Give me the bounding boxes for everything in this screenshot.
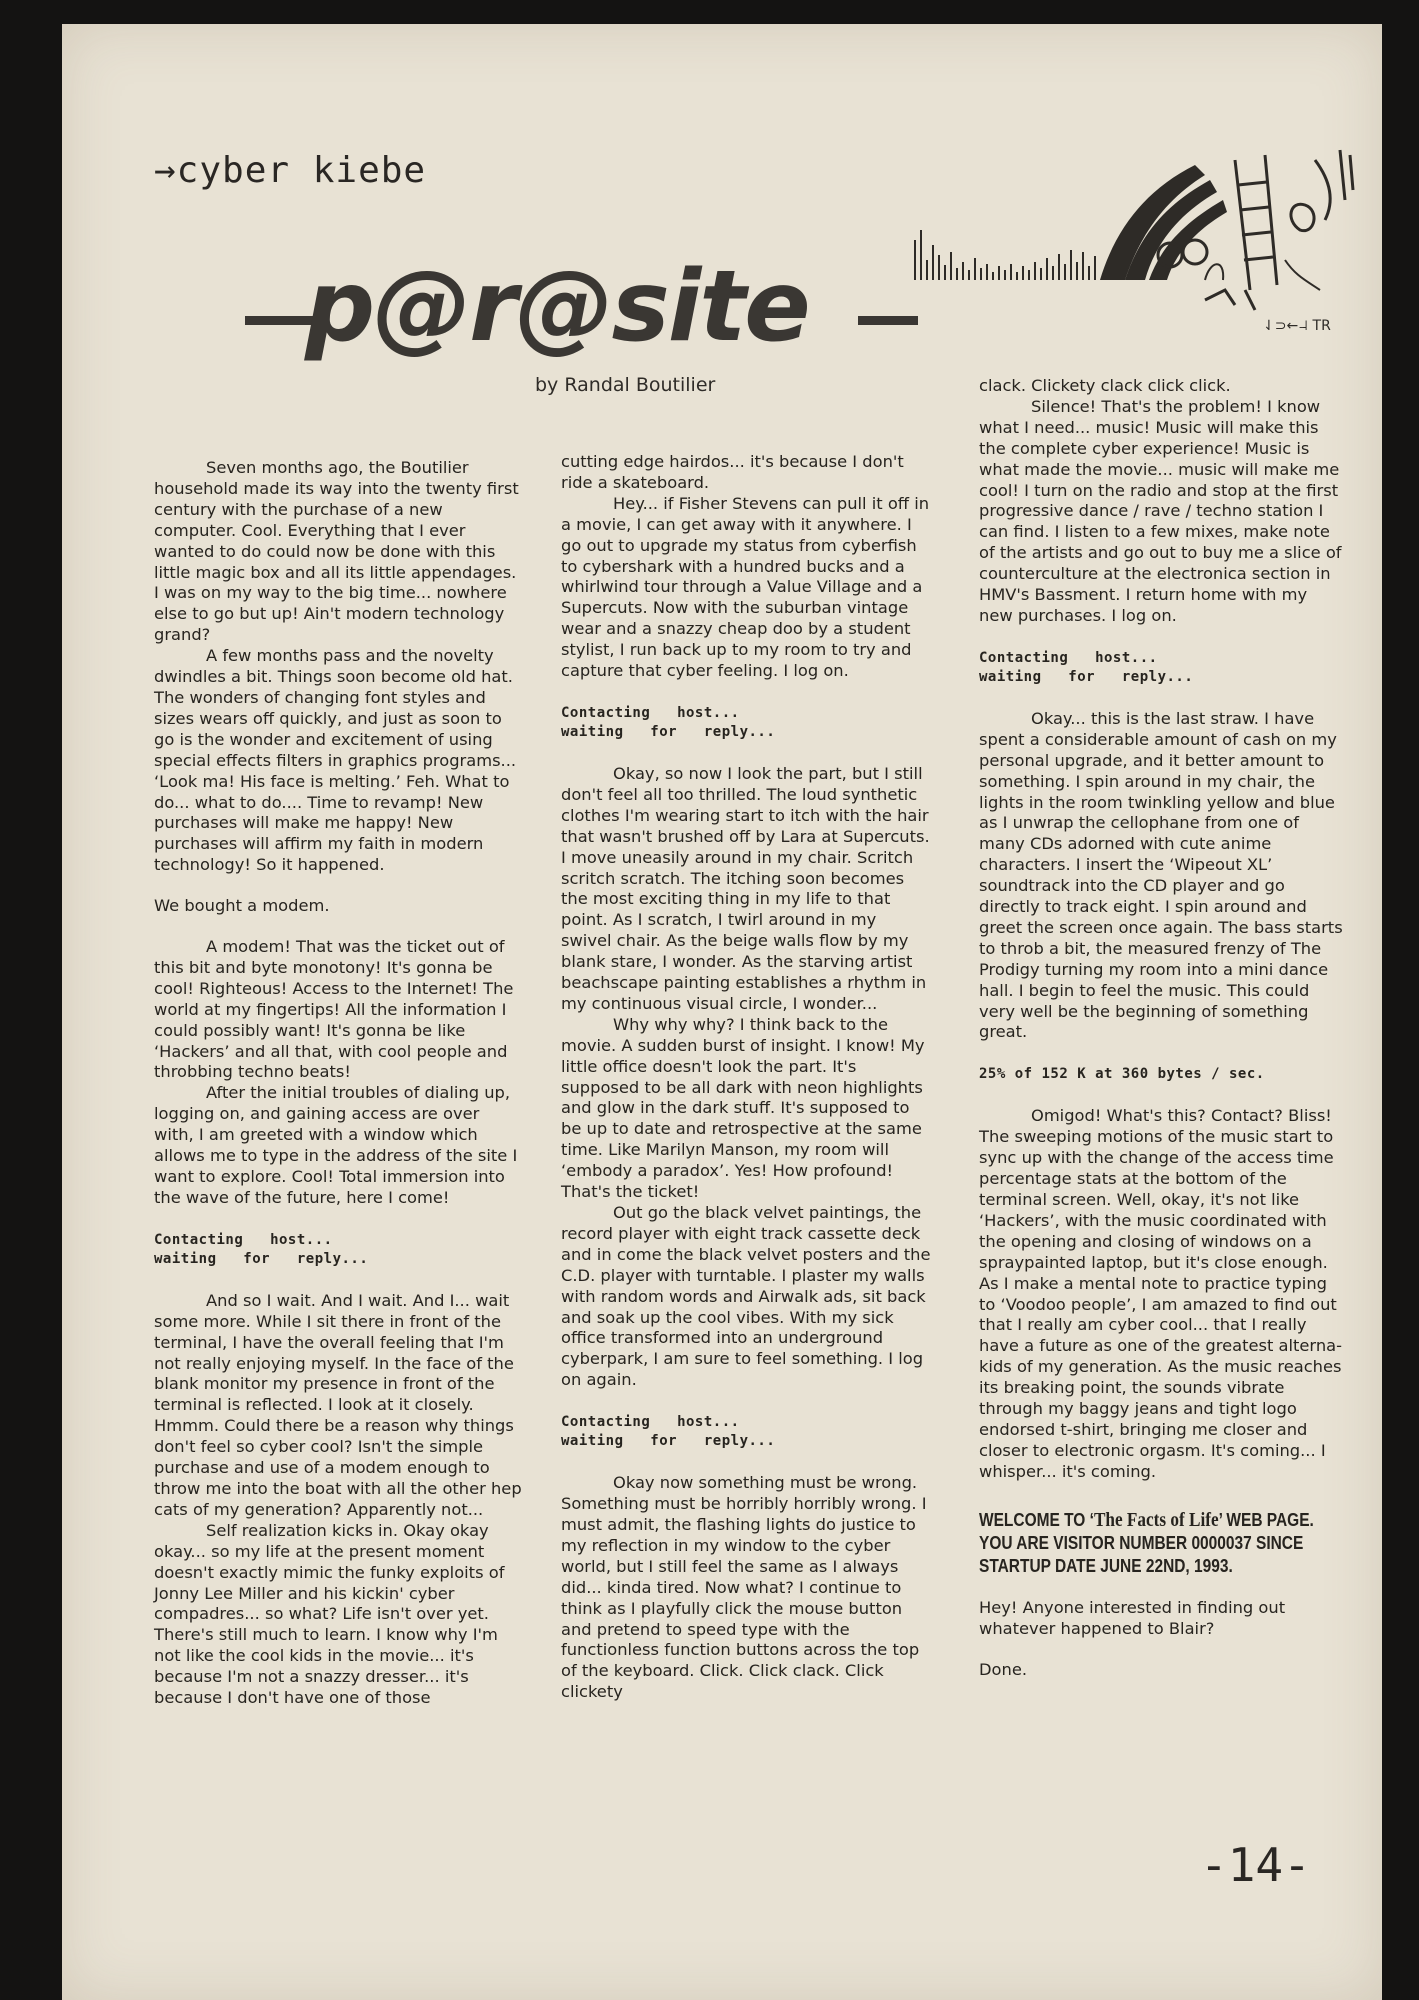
column-3 bbox=[979, 376, 1344, 1680]
paragraph: Okay now something must be wrong. Something must be horribly horribly wrong. I must admit, the flashing lights do justice to my reflection in my window to the cyber world, but I still feel the same as I always did... kinda tired. Now what? I continue to think as I playfully click the mouse button and pretend to speed type with the functionless function buttons across the top of the keyboard. Click. Click clack. Click clickety bbox=[561, 1473, 927, 1702]
paragraph: We bought a modem. bbox=[154, 896, 330, 916]
terminal-message: Contacting host... waiting for reply... bbox=[979, 649, 1194, 685]
article-title: p@r@site bbox=[305, 250, 809, 364]
terminal-message: Contacting host... waiting for reply... bbox=[154, 1231, 369, 1267]
paragraph: clack. Clickety clack click click. bbox=[979, 376, 1231, 395]
paragraph: Seven months ago, the Boutilier household made its way into the twenty first century with the purchase of a new computer. Cool. Everything that I ever wanted to do could now be done with this little magic box and all its little appendages. I was on my way to the big time... nowhere else to go but up! Ain't modern technology grand? bbox=[154, 458, 519, 645]
closing-done: Done. bbox=[979, 1659, 1028, 1679]
terminal-message: Contacting host... waiting for reply... bbox=[561, 1414, 776, 1450]
page-number: -14- bbox=[1200, 1838, 1311, 1892]
closing-question: Hey! Anyone interested in finding out whatever happened to Blair? bbox=[979, 1597, 1286, 1638]
byline: by Randal Boutilier bbox=[535, 374, 716, 396]
paragraph: Silence! That's the problem! I know what I need... music! Music will make this the complete cyber experience! Music is what made the movie... music will make me cool! I turn on the radio and stop at the first progressive dance / rave / techno station I can find. I listen to a few mixes, make note of the artists and go out to buy me a slice of counterculture at the electronica section in HMV's Bassment. I return home with my new purchases. I log on. bbox=[979, 396, 1342, 625]
column-1 bbox=[154, 458, 522, 1709]
paragraph: Hey... if Fisher Stevens can pull it off in a movie, I can get away with it anywhere. I go out to upgrade my status from cyberfish to cybershark with a hundred bucks and a whirlwind tour through a Value Village and a Supercuts. Now with the suburban vintage wear and a snazzy cheap doo by a student stylist, I run back up to my room to try and capture that cyber feeling. I log on. bbox=[561, 493, 930, 681]
figure-drawing bbox=[1100, 165, 1227, 280]
welcome-prefix: WELCOME TO ‘ bbox=[979, 1509, 1094, 1530]
section-label: →cyber kiebe bbox=[154, 150, 427, 191]
paragraph: And so I wait. And I wait. And I... wait some more. While I sit there in front of the terminal, I have the overall feeling that I'm not really enjoying myself. In the face of the blank monitor my presence in front of the terminal is reflected. I look at it closely. Hmmm. Could there be a reason why things don't feel so cyber cool? Isn't the simple purchase and use of a modem enough to throw me into the boat with all the other hep cats of my generation? Apparently not... bbox=[154, 1290, 522, 1519]
paragraph: Self realization kicks in. Okay okay okay... so my life at the present moment doesn't exactly mimic the funky exploits of Jonny Lee Miller and his kickin' cyber compadres... so what? Life isn't over yet. There's still much to learn. I know why I'm not like the cool kids in the movie... it's because I'm not a snazzy dresser... it's because I don't have one of those bbox=[154, 1520, 505, 1708]
terminal-message: Contacting host... waiting for reply... bbox=[561, 704, 776, 740]
title-illustration bbox=[905, 140, 1365, 340]
paragraph: Okay... this is the last straw. I have spent a considerable amount of cash on my personal upgrade, and it better amount to something. I spin around in my chair, the lights in the room twinkling yellow and blue as I unwrap the cellophane from one of many CDs adorned with cute anime characters. I insert the ‘Wipeout XL’ soundtrack into the CD player and go directly to track eight. I spin around and greet the screen once again. The bass starts to throb a bit, the measured frenzy of The Prodigy turning my room into a mini dance hall. I begin to feel the music. This could very well be the beginning of something great. bbox=[979, 708, 1343, 1042]
download-status: 25% of 152 K at 360 bytes / sec. bbox=[979, 1066, 1265, 1083]
figure-details bbox=[1205, 260, 1320, 290]
site-name: The Facts of Life bbox=[1093, 1508, 1219, 1531]
paragraph: A modem! That was the ticket out of this bit and byte monotony! It's gonna be cool! Righteous! Access to the Internet! The world at my fingertips! All the information I could possibly want! It's gonna be like ‘Hackers’ and all that, with cool people and throbbing techno beats! bbox=[154, 937, 514, 1082]
paragraph: Why why why? I think back to the movie. A sudden burst of insight. I know! My little office doesn't look the part. It's supposed to be all dark with neon highlights and glow in the dark stuff. It's supposed to be up to date and retrospective at the same time. Like Marilyn Manson, my room will ‘embody a paradox’. Yes! How profound! That's the ticket! bbox=[561, 1014, 925, 1202]
welcome-suffix: ’ WEB PAGE. YOU ARE VISITOR NUMBER 0000037 SINCE STARTUP DATE JUNE 22ND, 1993. bbox=[979, 1509, 1314, 1576]
paragraph: cutting edge hairdos... it's because I don't ride a skateboard. bbox=[561, 452, 904, 492]
paragraph: Omigod! What's this? Contact? Bliss! The sweeping motions of the music start to sync up with the change of the access time percentage stats at the bottom of the terminal screen. Well, okay, it's not like ‘Hackers’, with the music coordinated with the opening and closing of windows on a spraypainted laptop, but it's close enough. As I make a mental note to practice typing to ‘Voodoo people’, I am amazed to find out that I really am cyber cool... that I really have a future as one of the greatest alterna-kids of my generation. As the music reaches its breaking point, the sounds vibrate through my baggy jeans and tight logo endorsed t-shirt, bringing me closer and closer to electronic orgasm. It's coming... I whisper... it's coming. bbox=[979, 1106, 1343, 1481]
paragraph: After the initial troubles of dialing up, logging on, and gaining access are over with, I am greeted with a window which allows me to type in the address of the site I want to explore. Cool! Total immersion into the wave of the future, here I come! bbox=[154, 1083, 518, 1207]
paragraph: A few months pass and the novelty dwindles a bit. Things soon become old hat. The wonders of changing font styles and sizes wears off quickly, and just as soon to go is the wonder and excitement of using special effects filters in graphics programs... ‘Look ma! His face is melting.’ Feh. What to do... what to do.... Time to revamp! New purchases will make me happy! New purchases will affirm my faith in modern technology! So it happened. bbox=[154, 646, 517, 875]
paragraph: Out go the black velvet paintings, the record player with eight track cassette deck and in come the black velvet posters and the C.D. player with turntable. I plaster my walls with random words and Airwalk ads, sit back and soak up the cool vibes. With my sick office transformed into an underground cyberpark, I am sure to feel something. I log on again. bbox=[561, 1203, 931, 1390]
art-caption: ⇃⊃←˨˨ TR bbox=[1263, 318, 1331, 334]
column-2 bbox=[561, 452, 931, 1703]
waveform-graphic bbox=[915, 230, 1095, 280]
paragraph: Okay, so now I look the part, but I still don't feel all too thrilled. The loud synthetic clothes I'm wearing start to itch with the hair that wasn't brushed off by Lara at Supercuts. I move uneasily around in my chair. Scritch scritch scratch. The itching soon becomes the most exciting thing in my life to that point. As I scratch, I twirl around in my swivel chair. As the beige walls flow by my blank stare, I wonder. As the starving artist beachscape painting establishes a rhythm in my continuous visual circle, I wonder... bbox=[561, 763, 930, 1013]
welcome-notice bbox=[979, 1509, 1343, 1578]
